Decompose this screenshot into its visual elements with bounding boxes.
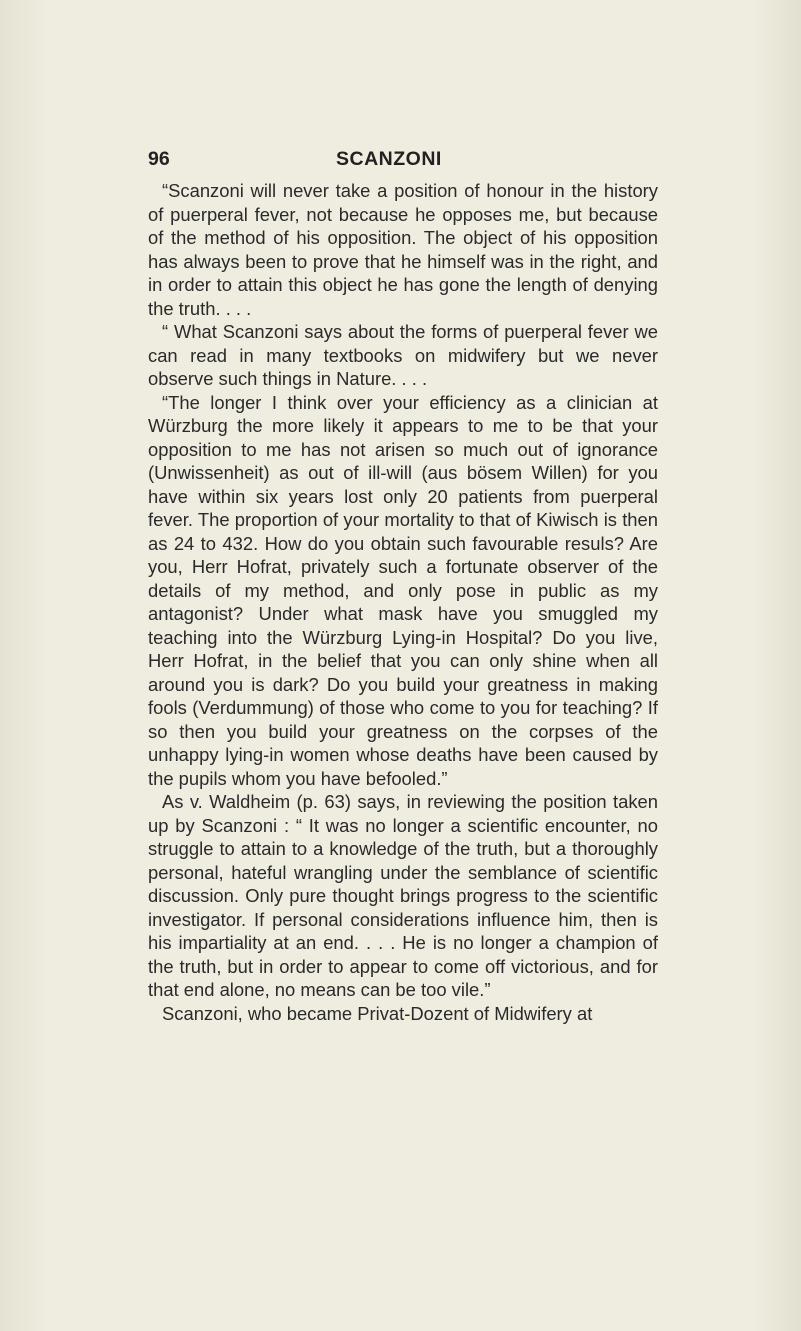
page-header [148,148,658,170]
paragraph: “Scanzoni will never take a position of honour in the history of puerperal fever, not because he opposes me, but because of the method of his opposition. The object of his opposition has always been to prove that he himself was in the right, and in order to attain this object he has gone the length of denying the truth. . . . [148,180,658,319]
body-text [148,179,658,1025]
page-number: 96 [148,148,170,170]
running-title: SCANZONI [336,148,442,170]
paragraph: As v. Waldheim (p. 63) says, in reviewing the position taken up by Scanzoni : “ It was no longer a scientific encounter, no struggle to attain to a knowledge of the truth, but a thoroughly personal, hateful wrangling under the semblance of scientific discussion. Only pure thought brings progress to the scientific investigator. If personal considerations influence him, then is his impartiality at an end. . . . He is no longer a champion of the truth, but in order to appear to come off victorious, and for that end alone, no means can be too vile.” [148,791,658,1000]
paragraph: “The longer I think over your efficiency as a clinician at Würzburg the more likely it appears to me to be that your opposition to me has not arisen so much out of ignorance (Unwissenheit) as out of ill-will (aus bösem Willen) for you have within six years lost only 20 patients from puerperal fever. The proportion of your mortality to that of Kiwisch is then as 24 to 432. How do you obtain such favourable resuls? Are you, Herr Hofrat, privately such a fortunate observer of the details of my method, and only pose in public as my antagonist? Under what mask have you smuggled my teaching into the Würzburg Lying-in Hospital? Do you live, Herr Hofrat, in the belief that you can only shine when all around you is dark? Do you build your greatness in making fools (Verdummung) of those who come to you for teaching? If so then you build your greatness on the corpses of the unhappy lying-in women whose deaths have been caused by the pupils whom you have befooled.” [148,391,658,789]
paragraph: “ What Scanzoni says about the forms of puerperal fever we can read in many textbooks on midwifery but we never observe such things in Nature. . . . [148,321,658,389]
paragraph: Scanzoni, who became Privat-Dozent of Midwifery at [162,1002,593,1024]
